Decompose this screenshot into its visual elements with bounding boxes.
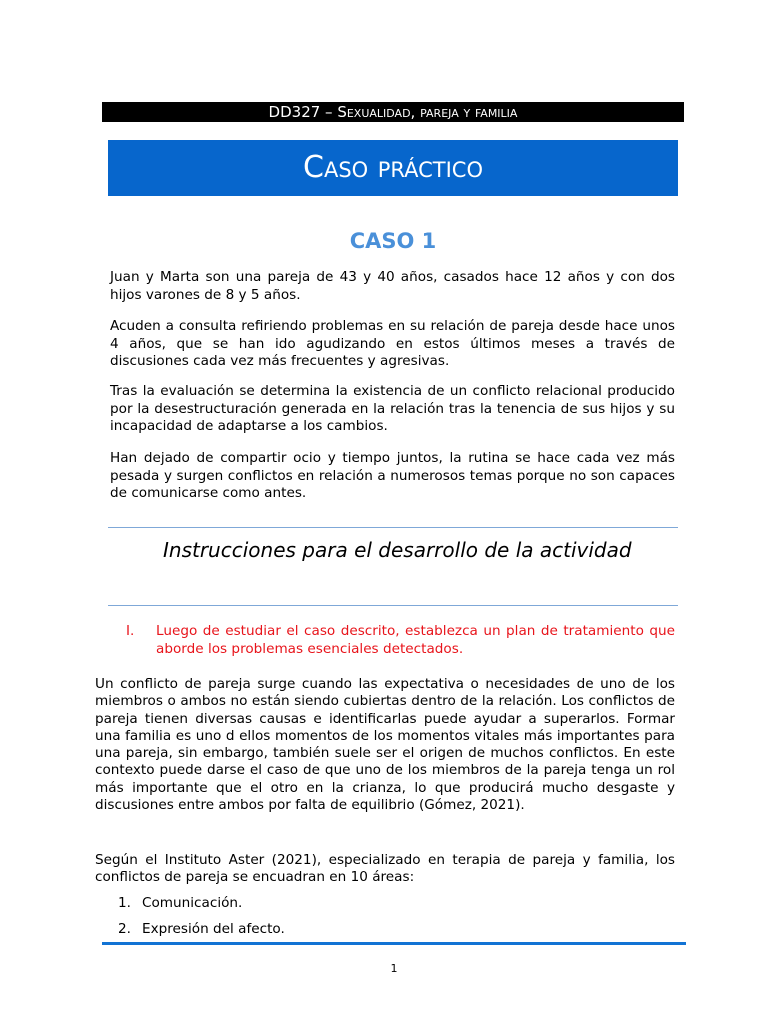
case-paragraph-4: Han dejado de compartir ocio y tiempo juntos, la rutina se hace cada vez más pesada y surgen conflictos en relación a numerosos temas porque no son capaces de comunicarse como antes. <box>110 450 675 501</box>
list-item-number: 1. <box>118 895 131 911</box>
course-name: Sexualidad, pareja y familia <box>337 103 518 121</box>
list-item-label: Comunicación. <box>142 895 243 911</box>
instructions-title: Instrucciones para el desarrollo de la actividad <box>163 538 632 562</box>
case-paragraph-1: Juan y Marta son una pareja de 43 y 40 años, casados hace 12 años y con dos hijos varones de 8 y 5 años. <box>110 269 675 303</box>
document-header <box>102 102 684 122</box>
task-text: Luego de estudiar el caso descrito, establezca un plan de tratamiento que aborde los problemas esenciales detectados. <box>156 623 675 657</box>
list-item <box>118 895 242 913</box>
footer-divider <box>102 942 686 945</box>
case-heading: CASO 1 <box>349 229 437 253</box>
course-code: DD327 – <box>268 103 338 121</box>
list-item-label: Expresión del afecto. <box>142 921 285 937</box>
case-paragraph-2: Acuden a consulta refiriendo problemas en su relación de pareja desde hace unos 4 años, que se han ido agudizando en estos últimos meses a través de discusiones cada vez más frecuentes y agresivas. <box>110 318 675 369</box>
page-title: Caso práctico <box>108 140 678 196</box>
case-paragraph-3: Tras la evaluación se determina la existencia de un conflicto relacional producido por la desestructuración generada en la relación tras la tenencia de sus hijos y su incapacidad de adaptarse a los cambios. <box>110 383 675 434</box>
answer-paragraph-2: Según el Instituto Aster (2021), especializado en terapia de pareja y familia, los conflictos de pareja se encuadran en 10 áreas: <box>95 852 675 886</box>
answer-paragraph-1: Un conflicto de pareja surge cuando las expectativa o necesidades de uno de los miembros o ambos no están siendo cubiertas dentro de la relación. Los conflictos de pareja tienen diversas causas e identificarlas puede ayudar a superarlos. Formar una familia es uno d ellos momentos de los momentos vitales más importantes para una pareja, sin embargo, también suele ser el origen de muchos conflictos. En este contexto puede darse el caso de que uno de los miembros de la pareja tenga un rol más importante que el otro en la crianza, lo que producirá mucho desgaste y discusiones entre ambos por falta de equilibrio (Gómez, 2021). <box>95 676 675 814</box>
divider-top <box>108 527 678 528</box>
page-number: 1 <box>390 962 398 975</box>
list-item <box>118 921 285 939</box>
divider-bottom <box>108 605 678 606</box>
list-item-number: 2. <box>118 921 131 937</box>
task-item <box>126 623 675 658</box>
task-number: I. <box>126 623 135 639</box>
